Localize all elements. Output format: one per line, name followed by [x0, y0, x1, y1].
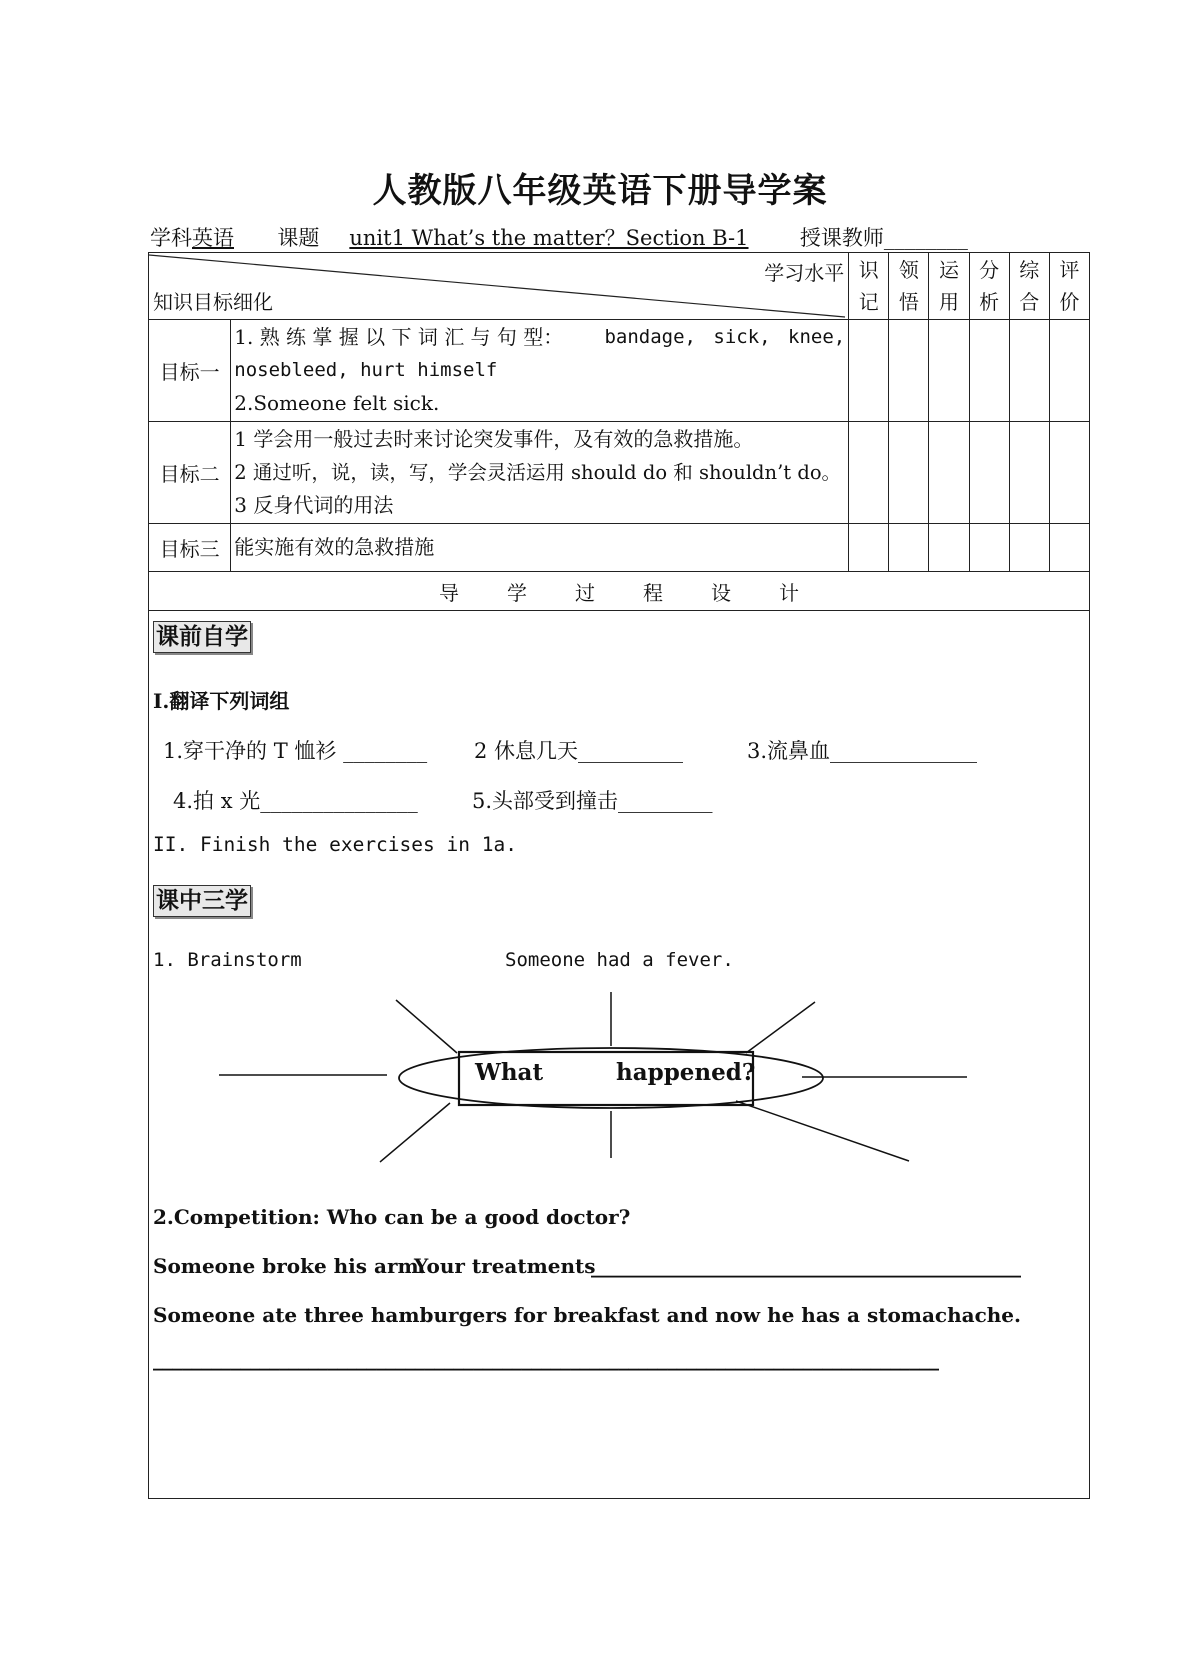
treatments-blank[interactable]: ___________________________________________ — [591, 1254, 1021, 1278]
goal2-line1: 1 学会用一般过去时来讨论突发事件，及有效的急救措施。 — [234, 427, 754, 451]
goal3-label: 目标三 — [149, 524, 231, 572]
goal1-level-cell[interactable] — [929, 320, 969, 422]
goal2-line3: 3 反身代词的用法 — [234, 493, 394, 517]
goal3-level-cell[interactable] — [889, 524, 929, 572]
translate-item-2[interactable]: 2 休息几天__________ — [474, 739, 684, 763]
spoke-line — [746, 1002, 815, 1053]
translate-item-3[interactable]: 3.流鼻血______________ — [747, 739, 978, 763]
diagonal-header-cell — [149, 253, 849, 320]
goal1-line2: nosebleed, hurt himself — [234, 359, 498, 381]
goal2-level-cell[interactable] — [1049, 422, 1089, 524]
center-ellipse — [399, 1048, 823, 1108]
competition-title: 2.Competition: Who can be a good doctor? — [153, 1205, 631, 1229]
center-word-happened: happened? — [616, 1059, 756, 1086]
translate-item-1[interactable]: 1.穿干净的 T 恤衫 ________ — [163, 739, 428, 763]
answer-blank[interactable]: _________________________________________________________________________________ — [153, 1347, 939, 1371]
goal1-level-cell[interactable] — [969, 320, 1009, 422]
spoke-line — [396, 1000, 457, 1053]
goal2-level-cell[interactable] — [969, 422, 1009, 524]
level-recall: 识 记 — [849, 253, 889, 320]
exercise-instruction: II. Finish the exercises in 1a. — [153, 833, 517, 856]
goal2-content — [231, 422, 849, 524]
goal3-level-cell[interactable] — [849, 524, 889, 572]
spoke-line — [736, 1101, 909, 1161]
goal2-level-cell[interactable] — [849, 422, 889, 524]
diag-top-label: 学习水平 — [764, 261, 845, 285]
goal3-level-cell[interactable] — [1049, 524, 1089, 572]
goal1-level-cell[interactable] — [889, 320, 929, 422]
goal1-line1-cn: 1. 熟 练 掌 握 以 下 词 汇 与 句 型： — [234, 325, 564, 349]
pre-class-heading: 课前自学 — [153, 621, 251, 653]
level-evaluate: 评 价 — [1049, 253, 1089, 320]
goal3-content: 能实施有效的急救措施 — [231, 524, 849, 572]
translate-item-4[interactable]: 4.拍 x 光_______________ — [173, 789, 418, 813]
goal1-level-cell[interactable] — [1049, 320, 1089, 422]
subject-value: 英语 — [192, 226, 234, 250]
goal1-level-cell[interactable] — [1009, 320, 1049, 422]
goal2-level-cell[interactable] — [1009, 422, 1049, 524]
objectives-table — [148, 252, 1090, 611]
goal3-level-cell[interactable] — [929, 524, 969, 572]
goal1-content — [231, 320, 849, 422]
level-analyze: 分 析 — [969, 253, 1009, 320]
subject-label: 学科 — [150, 226, 192, 250]
page-title: 人教版八年级英语下册导学案 — [372, 171, 828, 211]
teacher-blank: ________ — [883, 226, 968, 250]
goal1-level-cell[interactable] — [849, 320, 889, 422]
topic-label: 课题 — [277, 226, 320, 250]
process-section — [148, 609, 1090, 1499]
brainstorm-example: Someone had a fever. — [505, 949, 734, 971]
goal1-label: 目标一 — [149, 320, 231, 422]
goal2-level-cell[interactable] — [889, 422, 929, 524]
goal1-line1-en: bandage, sick, knee, — [604, 326, 846, 348]
diag-bottom-label: 知识目标细化 — [153, 290, 273, 314]
course-meta — [150, 222, 968, 252]
process-design-header: 导 学 过 程 设 计 — [149, 572, 1090, 611]
level-comprehend: 领 悟 — [889, 253, 929, 320]
level-apply: 运 用 — [929, 253, 969, 320]
treatments-label: Your treatments — [414, 1254, 596, 1278]
translate-item-5[interactable]: 5.头部受到撞击_________ — [472, 789, 713, 813]
center-word-what: What — [475, 1059, 544, 1086]
goal3-level-cell[interactable] — [969, 524, 1009, 572]
topic-value: unit1 What’s the matter？Section B-1 — [349, 226, 749, 250]
goal2-level-cell[interactable] — [929, 422, 969, 524]
in-class-heading: 课中三学 — [153, 885, 251, 917]
translate-title: I.翻译下列词组 — [153, 689, 290, 713]
brainstorm-label: 1. Brainstorm — [153, 949, 302, 971]
spoke-line — [380, 1103, 450, 1162]
level-synthesize: 综 合 — [1009, 253, 1049, 320]
goal1-line3: 2.Someone felt sick. — [234, 391, 440, 415]
competition-case-2: Someone ate three hamburgers for breakfast and now he has a stomachache. — [153, 1303, 1021, 1327]
goal2-line2: 2 通过听，说，读，写，学会灵活运用 should do 和 shouldn’t do。 — [234, 461, 842, 484]
goal2-label: 目标二 — [149, 422, 231, 524]
competition-case-1: Someone broke his arm. — [153, 1254, 426, 1278]
goal3-level-cell[interactable] — [1009, 524, 1049, 572]
teacher-label: 授课教师 — [799, 226, 884, 250]
